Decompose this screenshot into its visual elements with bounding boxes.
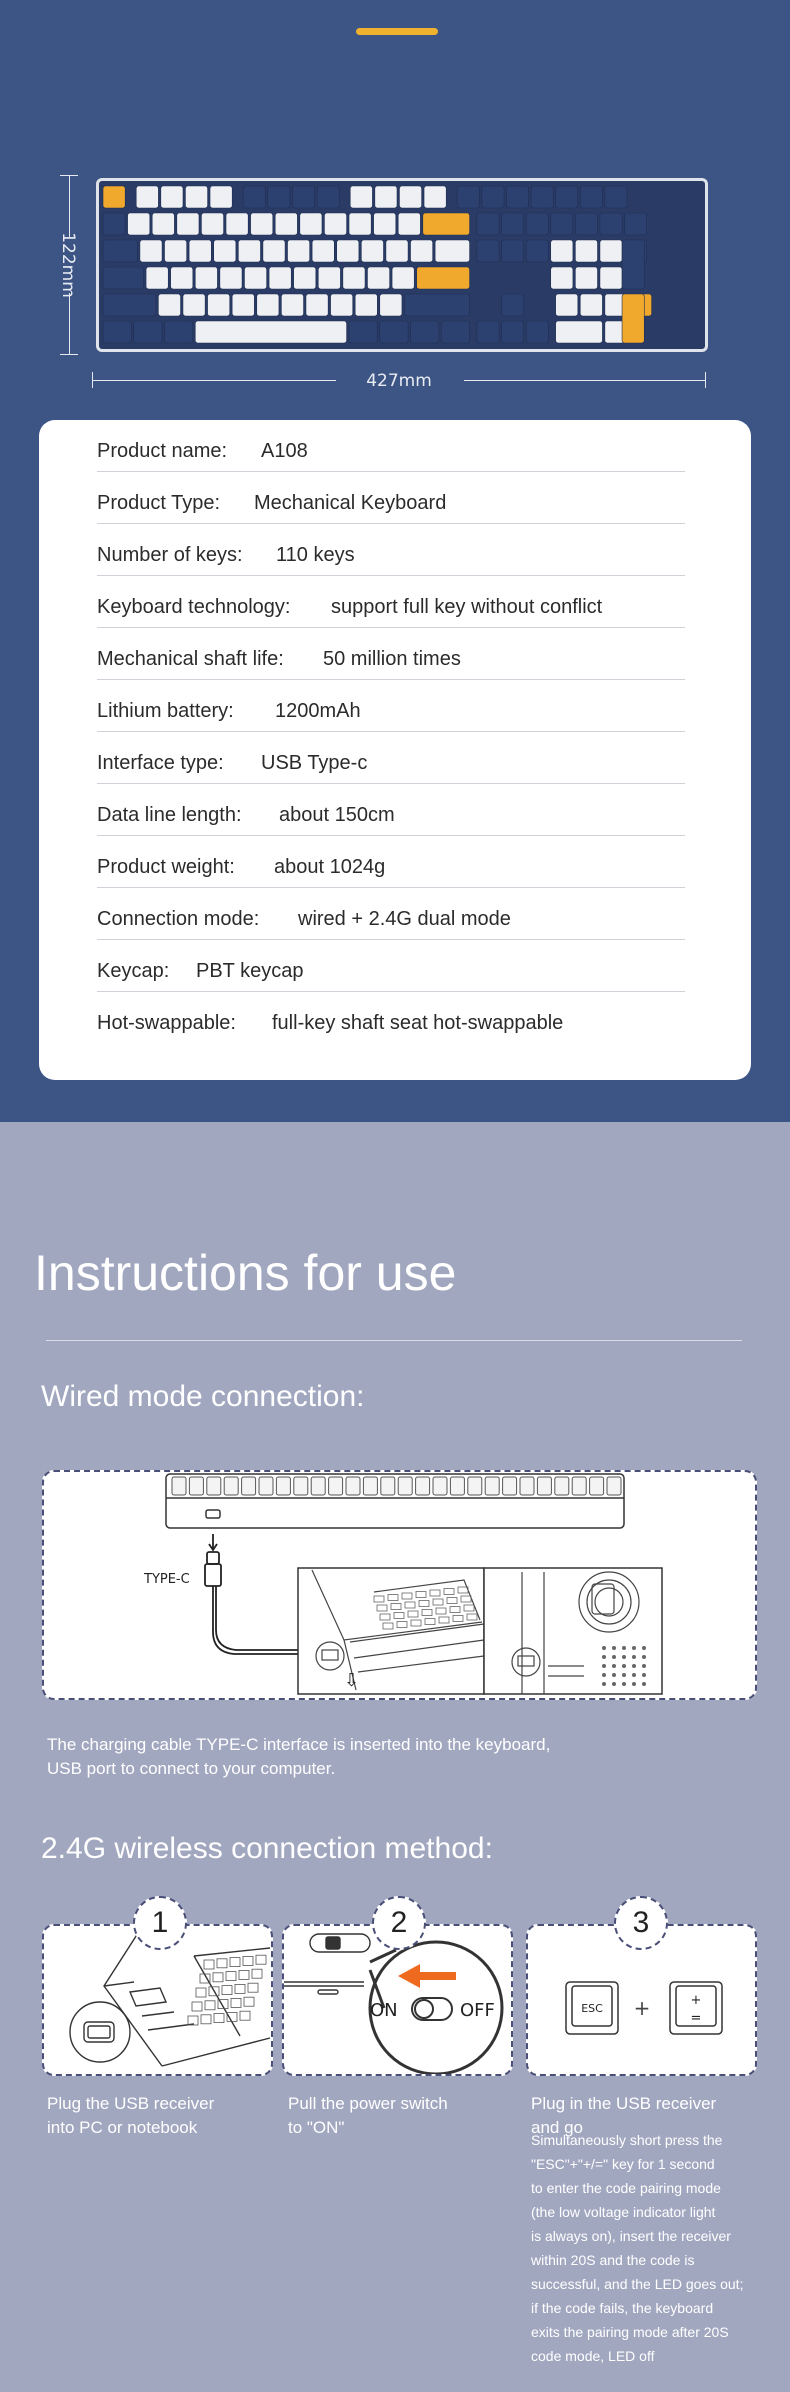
width-dimension (92, 371, 706, 391)
keycap (161, 186, 183, 208)
spec-value: about 1024g (274, 856, 386, 878)
keycap (575, 240, 597, 262)
instructions-title: Instructions for use (34, 1245, 457, 1301)
keycap (625, 213, 647, 235)
pairing-note-line: to enter the code pairing mode (531, 2180, 721, 2196)
spec-row (97, 940, 685, 992)
pairing-note-line: is always on), insert the receiver (531, 2228, 731, 2244)
keycap (502, 294, 524, 316)
spec-value: support full key without conflict (331, 596, 603, 618)
keycap (292, 186, 314, 208)
pairing-note-line: successful, and the LED goes out; (531, 2276, 744, 2292)
step-2-number: 2 (372, 1896, 426, 1950)
keycap (600, 267, 622, 289)
vent-hole (612, 1664, 616, 1668)
laptop-keycap (213, 1973, 223, 1982)
vent-hole (622, 1664, 626, 1668)
keycap (195, 267, 217, 289)
vent-hole (602, 1646, 606, 1650)
vent-hole (642, 1673, 646, 1677)
wired-title: Wired mode connection: (41, 1380, 365, 1413)
divider (46, 1340, 742, 1341)
vent-hole (602, 1682, 606, 1686)
vent-hole (632, 1646, 636, 1650)
keycap (158, 294, 180, 316)
keycap (502, 321, 524, 343)
product-banner (0, 0, 790, 1122)
keycap (477, 240, 499, 262)
keycap-outline (503, 1477, 517, 1495)
laptop-keycap (231, 1998, 241, 2007)
vent-hole (642, 1664, 646, 1668)
keycap (482, 186, 504, 208)
laptop-keycap (214, 2014, 224, 2023)
vent-hole (622, 1673, 626, 1677)
keycap (288, 240, 310, 262)
keycap-outline (433, 1477, 447, 1495)
keycap (251, 213, 273, 235)
plus-sign: + (633, 1996, 651, 2020)
keycap-outline (537, 1477, 551, 1495)
keyboard-keys (99, 181, 705, 349)
keycap (103, 186, 125, 208)
pairing-note-line: if the code fails, the keyboard (531, 2300, 714, 2316)
wireless-title: 2.4G wireless connection method: (41, 1832, 493, 1865)
height-dimension (60, 175, 78, 355)
keycap-outline (189, 1477, 203, 1495)
keycap (423, 213, 470, 235)
keycap (268, 186, 290, 208)
spec-key: Product Type: (97, 492, 221, 514)
keycap (398, 213, 420, 235)
keycap (243, 186, 265, 208)
keycap-outline (468, 1477, 482, 1495)
laptop-keycap (196, 1988, 206, 1997)
keycap (134, 321, 162, 343)
keycap (477, 321, 499, 343)
spec-key: Interface type: (97, 752, 224, 774)
keycap (210, 186, 232, 208)
spec-value: wired + 2.4G dual mode (298, 908, 511, 930)
spec-key: Mechanical shaft life: (97, 648, 284, 670)
keycap (531, 186, 553, 208)
vent-hole (632, 1664, 636, 1668)
keycap (435, 240, 470, 262)
keycap (146, 267, 168, 289)
keycap (411, 240, 433, 262)
vent-hole (642, 1682, 646, 1686)
keycap (580, 186, 602, 208)
keycap-outline (450, 1477, 464, 1495)
laptop-keycap (239, 1970, 249, 1979)
keycap-outline (259, 1477, 273, 1495)
laptop-keycap (235, 1984, 245, 1993)
keycap (103, 213, 125, 235)
laptop-keycap (256, 1955, 266, 1964)
keycap (185, 186, 207, 208)
laptop-keycap (222, 1986, 232, 1995)
keycap (294, 267, 316, 289)
spec-value: Mechanical Keyboard (254, 492, 447, 514)
keycap (152, 213, 174, 235)
spec-key: Keyboard technology: (97, 596, 291, 618)
pairing-note-line: "ESC"+"+/=" key for 1 second (531, 2156, 715, 2172)
vent-hole (632, 1673, 636, 1677)
keycap-outline (485, 1477, 499, 1495)
keycap (580, 294, 602, 316)
laptop-keycap (204, 1960, 214, 1969)
keycap (441, 321, 469, 343)
spec-key: Data line length: (97, 804, 242, 826)
esc-key: ESC (581, 2002, 603, 2015)
keycap (140, 240, 162, 262)
keycap-outline (207, 1477, 221, 1495)
keycap (232, 294, 254, 316)
keycap (361, 240, 383, 262)
step-3-caption-line1: Plug in the USB receiver (531, 2094, 717, 2113)
switch-on-label: ON (370, 2000, 398, 2021)
laptop-keycap (252, 1969, 262, 1978)
spec-row (97, 628, 685, 680)
keycap (349, 321, 377, 343)
vent-hole (612, 1673, 616, 1677)
spec-value: 110 keys (276, 544, 355, 566)
vent-hole (612, 1682, 616, 1686)
keycap (424, 186, 446, 208)
step-2-caption-line1: Pull the power switch (288, 2094, 448, 2113)
keycap (312, 240, 334, 262)
keycap (374, 213, 396, 235)
spec-value: 50 million times (323, 648, 461, 670)
keycap (269, 267, 291, 289)
pairing-note-line: (the low voltage indicator light (531, 2204, 716, 2220)
spec-row (97, 888, 685, 940)
keycap-outline (346, 1477, 360, 1495)
step-1-caption-line1: Plug the USB receiver (47, 2094, 215, 2113)
keycap-outline (590, 1477, 604, 1495)
keycap (103, 294, 156, 316)
step-3-caption-line2: and go (531, 2118, 583, 2137)
spec-row (97, 836, 685, 888)
vent-hole (622, 1655, 626, 1659)
keycap (165, 321, 193, 343)
keycap (411, 321, 439, 343)
type-c-label: TYPE-C (144, 1572, 190, 1587)
keycap (600, 213, 622, 235)
keycap-outline (242, 1477, 256, 1495)
keycap (556, 321, 603, 343)
pairing-note-line: Simultaneously short press the (531, 2132, 723, 2148)
keycap (551, 267, 573, 289)
spec-value: about 150cm (279, 804, 395, 826)
vent-hole (632, 1655, 636, 1659)
keycap (526, 213, 548, 235)
spec-value: 1200mAh (275, 700, 361, 722)
keycap-outline (520, 1477, 534, 1495)
vent-hole (602, 1664, 606, 1668)
keycap (244, 267, 266, 289)
keycap (477, 213, 499, 235)
laptop-keycap (240, 2011, 250, 2020)
keycap (551, 240, 573, 262)
keycap (575, 213, 597, 235)
keycap (575, 267, 597, 289)
keycap (238, 240, 260, 262)
step-2-caption-line2: to "ON" (288, 2118, 345, 2137)
keycap (275, 213, 297, 235)
keycap (183, 294, 205, 316)
keycap-outline (381, 1477, 395, 1495)
spec-key: Connection mode: (97, 908, 260, 930)
keycap (551, 213, 573, 235)
keycap (306, 294, 328, 316)
pairing-note-line: within 20S and the code is (531, 2252, 695, 2268)
keycap (165, 240, 187, 262)
keycap (263, 240, 285, 262)
laptop-keycap (217, 1959, 227, 1968)
vent-hole (612, 1646, 616, 1650)
vent-hole (622, 1682, 626, 1686)
keycap (337, 240, 359, 262)
laptop-keycap (243, 1956, 253, 1965)
spec-card (39, 420, 751, 1080)
keycap (103, 321, 131, 343)
spec-key: Lithium battery: (97, 700, 234, 722)
keycap-outline (398, 1477, 412, 1495)
keycap (600, 240, 622, 262)
keycap-outline (363, 1477, 377, 1495)
laptop-keycap (192, 2002, 202, 2011)
accent-bar (356, 28, 438, 35)
keycap (324, 213, 346, 235)
keycap (367, 267, 389, 289)
keycap-outline (555, 1477, 569, 1495)
keycap-outline (172, 1477, 186, 1495)
keycap (103, 240, 138, 262)
keyboard-illustration (96, 178, 708, 352)
keycap (380, 294, 402, 316)
keycap-outline (607, 1477, 621, 1495)
keycap (375, 186, 397, 208)
spec-key: Number of keys: (97, 544, 243, 566)
keycap-outline (276, 1477, 290, 1495)
svg-text:⇩: ⇩ (344, 1670, 360, 1691)
wired-caption-line1: The charging cable TYPE-C interface is inserted into the keyboard, (47, 1735, 551, 1754)
spec-row (97, 420, 685, 472)
step-1-number: 1 (133, 1896, 187, 1950)
width-label: 427mm (366, 371, 432, 391)
plus-key-top: + (690, 1993, 702, 2008)
spec-row (97, 576, 685, 628)
keycap (317, 186, 339, 208)
keycap (171, 267, 193, 289)
keycap (417, 267, 470, 289)
numpad-enter-key (622, 294, 644, 343)
spec-row (97, 784, 685, 836)
step-3-number: 3 (614, 1896, 668, 1950)
keycap (349, 213, 371, 235)
keycap (392, 267, 414, 289)
keycap (526, 240, 548, 262)
pairing-note-line: exits the pairing mode after 20S (531, 2324, 729, 2340)
spec-value: A108 (261, 440, 308, 462)
keycap (502, 240, 524, 262)
keycap (136, 186, 158, 208)
laptop-keycap (201, 2015, 211, 2024)
spec-row (97, 732, 685, 784)
keycap (300, 213, 322, 235)
laptop-keycap (248, 1983, 258, 1992)
keycap (380, 321, 408, 343)
keycap (386, 240, 408, 262)
laptop-keycap (226, 1972, 236, 1981)
wired-caption-line2: USB port to connect to your computer. (47, 1759, 336, 1778)
keycap (195, 321, 346, 343)
keycap (605, 186, 627, 208)
keycap (526, 321, 548, 343)
spec-row (97, 524, 685, 576)
keycap-outline (329, 1477, 343, 1495)
keycap (404, 294, 469, 316)
spec-row (97, 472, 685, 524)
keycap (257, 294, 279, 316)
keycap (350, 186, 372, 208)
spec-value: USB Type-c (261, 752, 368, 774)
vent-hole (632, 1682, 636, 1686)
vent-hole (622, 1646, 626, 1650)
vent-hole (602, 1655, 606, 1659)
switch-off-label: OFF (460, 2000, 495, 2021)
keycap-outline (224, 1477, 238, 1495)
keycap (506, 186, 528, 208)
spec-value: full-key shaft seat hot-swappable (272, 1012, 564, 1034)
keycap (281, 294, 303, 316)
keycap (318, 267, 340, 289)
wired-diagram (42, 1470, 757, 1700)
spec-row (97, 680, 685, 732)
keycap (177, 213, 199, 235)
keycap (502, 213, 524, 235)
keycap-outline (311, 1477, 325, 1495)
spec-value: PBT keycap (196, 960, 304, 982)
keycap (128, 213, 150, 235)
keycap (201, 213, 223, 235)
spec-key: Product name: (97, 440, 228, 462)
keycap (189, 240, 211, 262)
keycap (226, 213, 248, 235)
pairing-note-line: code mode, LED off (531, 2348, 655, 2364)
keycap-outline (416, 1477, 430, 1495)
height-label: 122mm (58, 232, 78, 298)
step-1-caption-line2: into PC or notebook (47, 2118, 198, 2137)
keycap (343, 267, 365, 289)
keycap (556, 294, 578, 316)
vent-hole (602, 1673, 606, 1677)
plus-key-bottom: = (690, 2011, 702, 2026)
laptop-keycap (230, 1958, 240, 1967)
vent-hole (612, 1655, 616, 1659)
keycap-outline (294, 1477, 308, 1495)
keycap (399, 186, 421, 208)
spec-key: Keycap: (97, 960, 170, 982)
keycap (355, 294, 377, 316)
numpad-plus-key (622, 240, 644, 289)
laptop-keycap (244, 1997, 254, 2006)
vent-hole (642, 1646, 646, 1650)
keycap (331, 294, 353, 316)
spec-key: Product weight: (97, 856, 235, 878)
laptop-keycap (205, 2001, 215, 2010)
keycap-outline (572, 1477, 586, 1495)
vent-hole (642, 1655, 646, 1659)
keycap (214, 240, 236, 262)
keycap (220, 267, 242, 289)
keycap (457, 186, 479, 208)
keycap (208, 294, 230, 316)
keycap (556, 186, 578, 208)
spec-row (97, 992, 685, 1044)
spec-key: Hot-swappable: (97, 1012, 236, 1034)
keycap (103, 267, 144, 289)
